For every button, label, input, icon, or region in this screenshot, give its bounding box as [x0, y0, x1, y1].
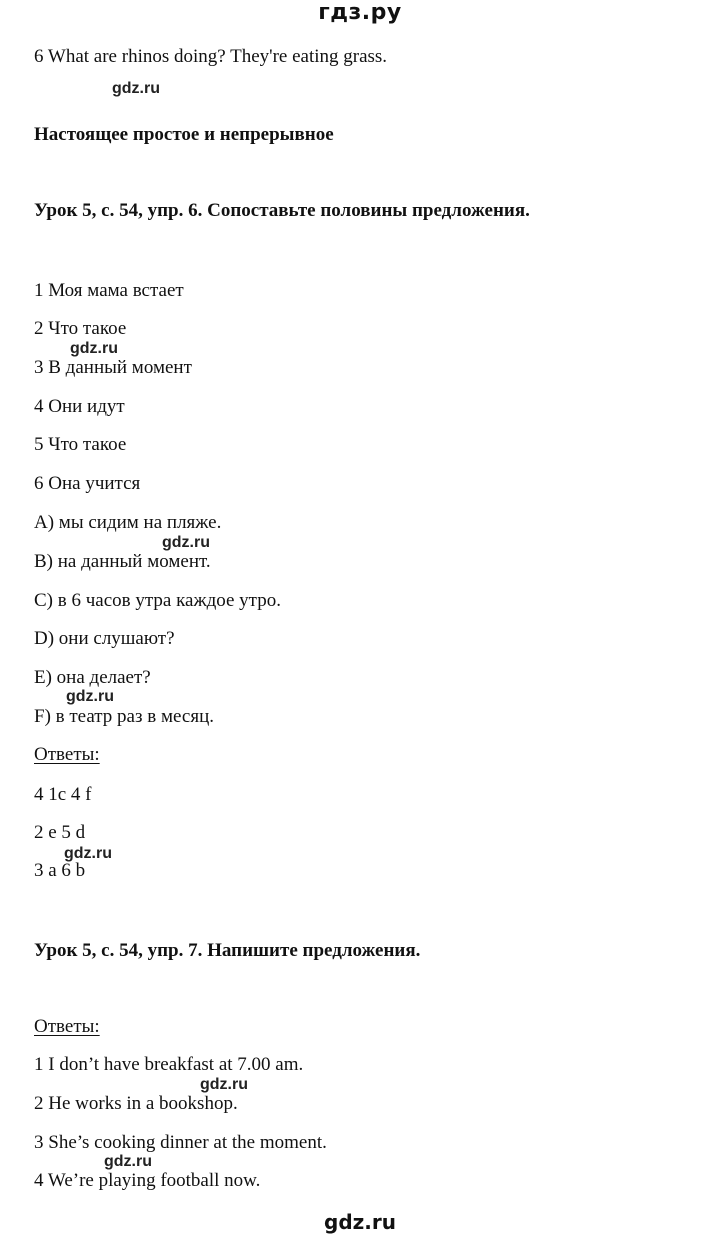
- watermark: gdz.ru: [70, 340, 118, 357]
- half-first-2: 2 Что такое: [34, 318, 127, 339]
- watermark: gdz.ru: [200, 1076, 248, 1093]
- half-second-b: B) на данный момент.: [34, 551, 211, 572]
- half-second-a: A) мы сидим на пляже.: [34, 512, 222, 533]
- half-first-6: 6 Она учится: [34, 473, 141, 494]
- exercise6-answers-label: Ответы:: [34, 744, 100, 765]
- exercise6-title: Урок 5, с. 54, упр. 6. Сопоставьте половины предложения.: [34, 200, 530, 221]
- watermark: gdz.ru: [66, 688, 114, 705]
- watermark: gdz.ru: [162, 534, 210, 551]
- site-header: гдз.ру: [318, 0, 402, 25]
- exercise6-answer-3: 3 a 6 b: [34, 860, 86, 881]
- half-first-3: 3 В данный момент: [34, 357, 192, 378]
- half-second-f: F) в театр раз в месяц.: [34, 706, 214, 727]
- section-title: Настоящее простое и непрерывное: [34, 124, 334, 145]
- half-first-5: 5 Что такое: [34, 434, 127, 455]
- half-second-e: E) она делает?: [34, 667, 151, 688]
- watermark: gdz.ru: [112, 80, 160, 97]
- half-first-1: 1 Моя мама встает: [34, 280, 184, 301]
- exercise6-answer-1: 4 1c 4 f: [34, 784, 92, 805]
- exercise7-answers-label: Ответы:: [34, 1016, 100, 1037]
- exercise6-answer-2: 2 e 5 d: [34, 822, 86, 843]
- half-first-4: 4 Они идут: [34, 396, 125, 417]
- exercise7-answer-1: 1 I don’t have breakfast at 7.00 am.: [34, 1054, 304, 1075]
- exercise7-answer-2: 2 He works in a bookshop.: [34, 1093, 238, 1114]
- exercise7-answer-3: 3 She’s cooking dinner at the moment.: [34, 1132, 327, 1153]
- intro-line: 6 What are rhinos doing? They're eating grass.: [34, 46, 388, 67]
- site-footer: gdz.ru: [324, 1210, 396, 1234]
- half-second-d: D) они слушают?: [34, 628, 175, 649]
- half-second-c: C) в 6 часов утра каждое утро.: [34, 590, 281, 611]
- exercise7-title: Урок 5, с. 54, упр. 7. Напишите предложения.: [34, 940, 421, 961]
- watermark: gdz.ru: [104, 1153, 152, 1170]
- watermark: gdz.ru: [64, 845, 112, 862]
- exercise7-answer-4: 4 We’re playing football now.: [34, 1170, 261, 1191]
